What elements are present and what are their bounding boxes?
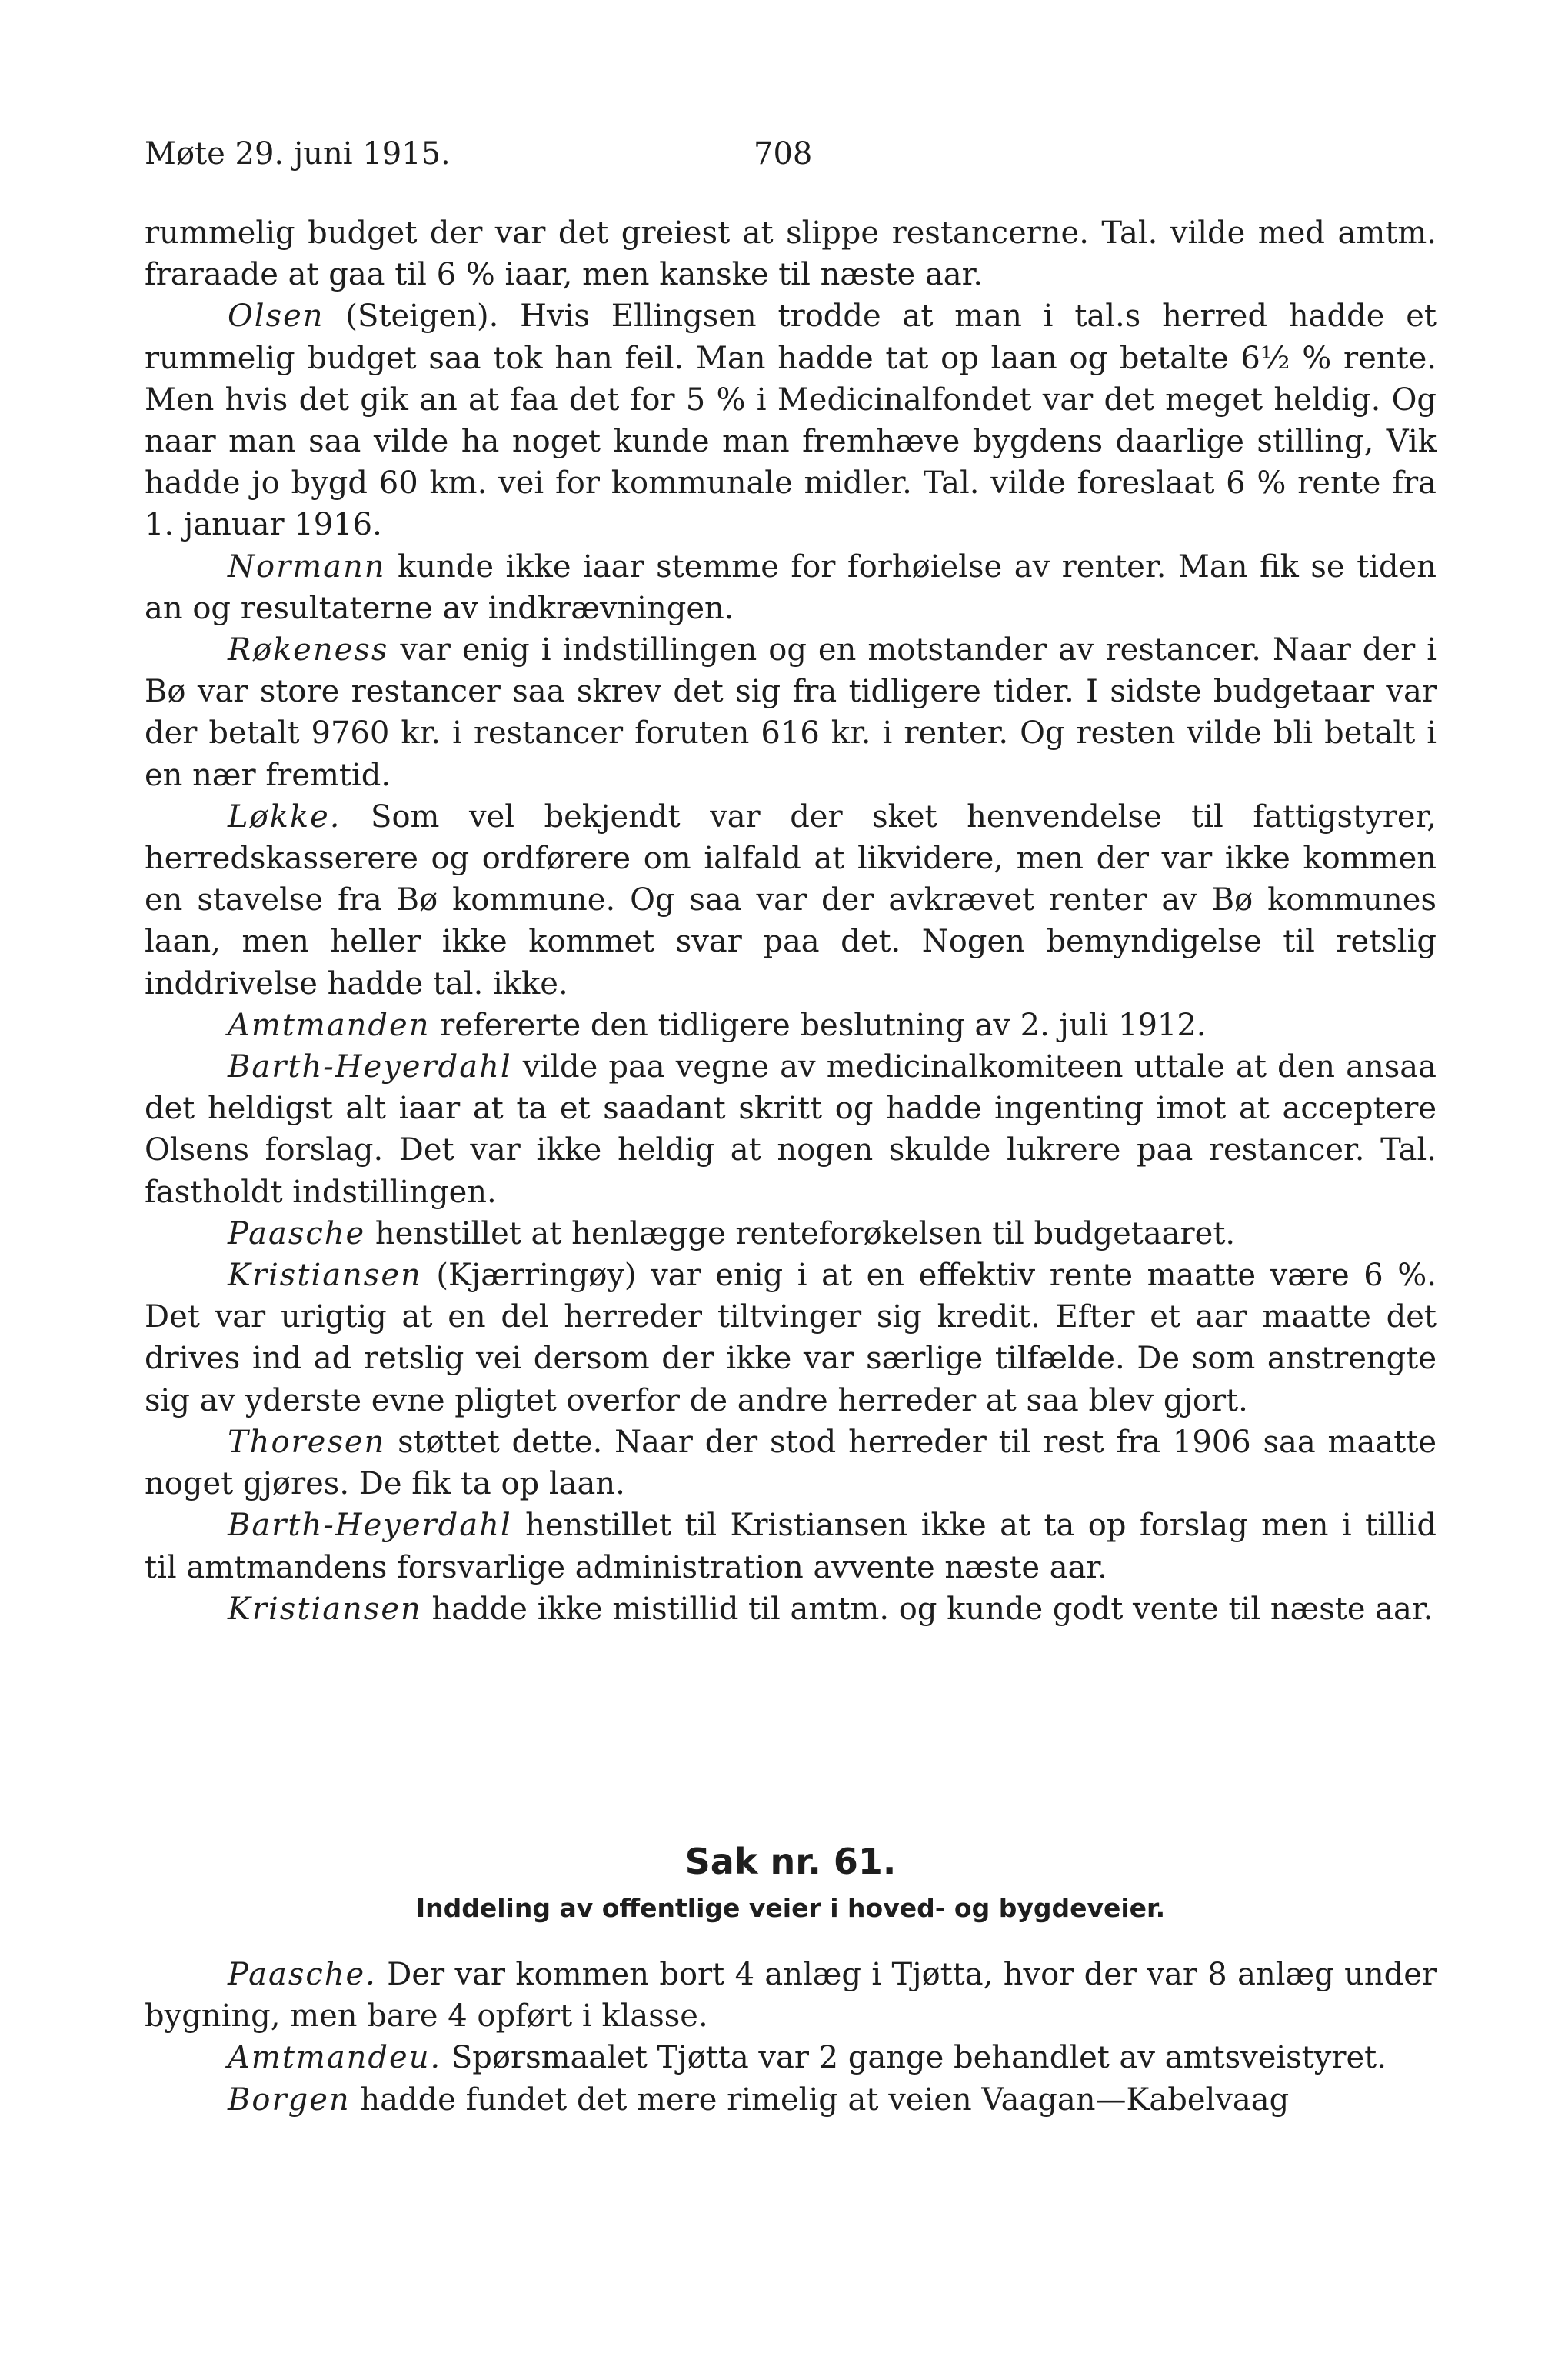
paragraph [145,2037,1437,2078]
speaker-name: Kristiansen [228,1258,422,1294]
speaker-name: Kristiansen [228,1591,422,1627]
paragraph-text: Der var kommen bort 4 anlæg i Tjøtta, hvor der var 8 anlæg under bygning, men bare 4 opført i klasse. [145,1957,1437,2035]
paragraph [145,546,1437,629]
paragraph-text: vilde paa vegne av medicinalkomiteen uttale at den ansaa det heldigst alt iaar at ta et saadant skritt og hadde ingenting imot at acceptere Olsens forslag. Det var ikke heldig at nogen skulde lukrere paa restancer. Tal. fastholdt indstillingen. [145,1049,1437,1210]
speaker-name: Løkke. [228,798,341,835]
paragraph [145,1213,1437,1255]
paragraph-text: Som vel bekjendt var der sket henvendelse til fattigstyrer, herredskasserere og ordførere om ialfald at likvidere, men der var ikke kommen en stavelse fra Bø kommune. Og saa var der avkrævet renter av Bø kommunes laan, men heller ikke kommet svar paa det. Nogen bemyndigelse til retslig inddrivelse hadde tal. ikke. [145,798,1437,1002]
meeting-date: Møte 29. juni 1915. [145,136,451,172]
speaker-name: Borgen [228,2081,351,2118]
paragraph-text: henstillet at henlægge renteforøkelsen til budgetaaret. [365,1215,1236,1251]
paragraph [145,1421,1437,1505]
page-header [145,131,1452,177]
paragraph-text: kunde ikke iaar stemme for forhøielse av renter. Man fik se tiden an og resultaterne av indkrævningen. [145,548,1437,626]
paragraph [145,796,1437,1005]
speaker-name: Paasche [228,1215,366,1251]
page-number: 708 [754,136,813,172]
section-body [145,1954,1437,2121]
paragraph-text: hadde ikke mistillid til amtm. og kunde godt vente til næste aar. [421,1591,1433,1627]
paragraph [145,1505,1437,1588]
speaker-name: Barth-Heyerdahl [228,1508,512,1544]
section-title: Sak nr. 61. [684,1841,897,1882]
speaker-name: Thoresen [228,1424,386,1460]
speaker-name: Olsen [228,298,325,335]
paragraph [145,1046,1437,1213]
paragraph-text: støttet dette. Naar der stod herreder til rest fra 1906 saa maatte noget gjøres. De fik ta op laan. [145,1424,1437,1502]
paragraph [145,1255,1437,1421]
paragraph [145,629,1437,796]
paragraph [145,1005,1437,1046]
paragraph-text: refererte den tidligere beslutning av 2. juli 1912. [430,1007,1207,1043]
speaker-name: Amtmanden [228,1007,431,1043]
paragraph [145,1954,1437,2037]
speaker-name: Normann [228,548,386,585]
speaker-name: Paasche. [228,1957,377,1992]
paragraph-text: henstillet til Kristiansen ikke at ta op forslag men i tillid til amtmandens forsvarlige administration avvente næste aar. [145,1508,1437,1585]
speaker-name: Barth-Heyerdahl [228,1049,512,1085]
paragraph-text: var enig i indstillingen og en motstander av restancer. Naar der i Bø var store restancer saa skrev det sig fra tidligere tider. I sidste budgetaar var der betalt 9760 kr. i restancer foruten 616 kr. i renter. Og resten vilde bli betalt i en nær fremtid. [145,632,1437,793]
speaker-name: Amtmandeu. [228,2040,442,2076]
paragraph-text: rummelig budget der var det greiest at slippe restancerne. Tal. vilde med amtm. fraraade at gaa til 6 % iaar, men kanske til næste aar. [145,215,1437,293]
paragraph-text: (Steigen). Hvis Ellingsen trodde at man i tal.s herred hadde et rummelig budget saa tok han feil. Man hadde tat op laan og betalte 6½ % rente. Men hvis det gik an at faa det for 5 % i Medicinalfondet var det meget heldig. Og naar man saa vilde ha noget kunde man fremhæve bygdens daarlige stilling, Vik hadde jo bygd 60 km. vei for kommunale midler. Tal. vilde foreslaat 6 % rente fra 1. januar 1916. [145,298,1437,543]
speaker-name: Røkeness [228,632,389,668]
paragraph-text: (Kjærringøy) var enig i at en effektiv rente maatte være 6 %. Det var urigtig at en del herreder tiltvinger sig kredit. Efter et aar maatte det drives ind ad retslig vei dersom der ikke var særlige tilfælde. De som anstrengte sig av yderste evne pligtet overfor de andre herreder at saa blev gjort. [145,1258,1437,1418]
paragraph-text: Spørsmaalet Tjøtta var 2 gange behandlet av amtsveistyret. [441,2040,1387,2076]
paragraph [145,1588,1437,1630]
section-subtitle: Inddeling av offentlige veier i hoved- og bygdeveier. [415,1893,1166,1923]
paragraph [145,2079,1437,2121]
paragraph [145,295,1437,545]
section-heading [145,1838,1437,1928]
paragraph-text: hadde fundet det mere rimelig at veien Vaagan—Kabelvaag [350,2081,1290,2118]
minutes-body [145,212,1437,1630]
paragraph [145,212,1437,295]
